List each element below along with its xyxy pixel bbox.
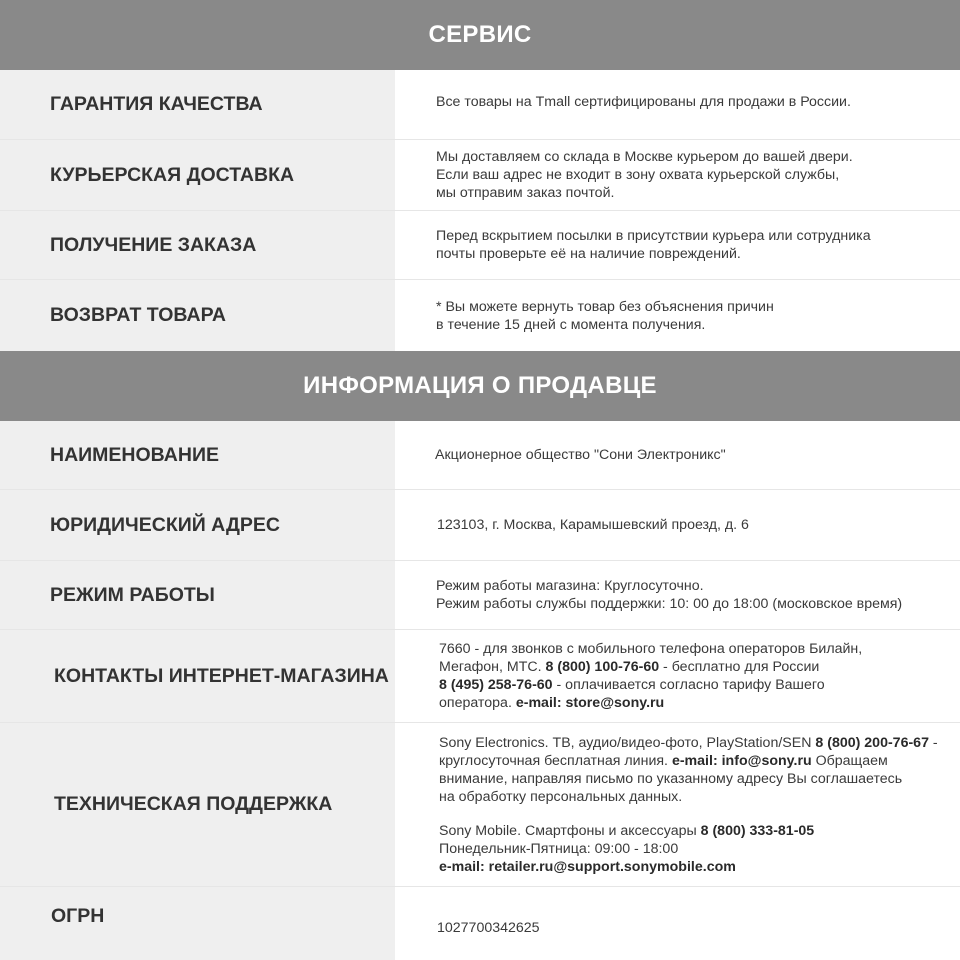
row-value: Sony Electronics. ТВ, аудио/видео-фото, PlayStation/SEN 8 (800) 200-76-67 - круглосуточная бесплатная линия. e-mail: info@sony.ru Обращаем внимание, направляя письмо по указанному адресу Вы соглашаетесь на обработку персональных данных. Sony Mobile. Смартфоны и аксессуары 8 (800) 333-81-05 Понедельник-Пятница: 09:00 - 18:00 e-mail: retailer.ru@support.sonymobile.com bbox=[395, 723, 960, 886]
row-label: КУРЬЕРСКАЯ ДОСТАВКА bbox=[0, 140, 395, 210]
row-label: ВОЗВРАТ ТОВАРА bbox=[0, 280, 395, 351]
table-row bbox=[0, 561, 960, 630]
support-email: e-mail: info@sony.ru bbox=[671, 752, 812, 769]
row-value: Мы доставляем со склада в Москве курьером до вашей двери. Если ваш адрес не входит в зону охвата курьерской службы, мы отправим заказ почтой. bbox=[395, 140, 960, 210]
service-header bbox=[0, 0, 960, 70]
seller-header bbox=[0, 351, 960, 421]
row-label: НАИМЕНОВАНИЕ bbox=[0, 421, 395, 489]
row-value: Все товары на Tmall сертифицированы для продажи в России. bbox=[395, 70, 960, 139]
row-label: ПОЛУЧЕНИЕ ЗАКАЗА bbox=[0, 211, 395, 279]
row-value: 7660 - для звонков с мобильного телефона операторов Билайн, Мегафон, МТС. 8 (800) 100-76-60 - бесплатно для России 8 (495) 258-76-60 - оплачивается согласно тарифу Вашего оператора. e-mail: store@sony.ru bbox=[395, 630, 960, 722]
row-value: * Вы можете вернуть товар без объяснения причин в течение 15 дней с момента получения. bbox=[395, 280, 960, 351]
row-value: Акционерное общество "Сони Электроникс" bbox=[395, 421, 960, 489]
table-row bbox=[0, 280, 960, 351]
support-mobile-email: e-mail: retailer.ru@support.sonymobile.com bbox=[439, 858, 736, 875]
table-row bbox=[0, 140, 960, 211]
row-label: ГАРАНТИЯ КАЧЕСТВА bbox=[0, 70, 395, 139]
table-row bbox=[0, 630, 960, 723]
row-value: Режим работы магазина: Круглосуточно. Режим работы службы поддержки: 10: 00 до 18:00 (московское время) bbox=[395, 561, 960, 629]
table-row bbox=[0, 887, 960, 960]
row-label: ЮРИДИЧЕСКИЙ АДРЕС bbox=[0, 490, 395, 560]
seller-title: ИНФОРМАЦИЯ О ПРОДАВЦЕ bbox=[303, 372, 657, 399]
table-row bbox=[0, 211, 960, 280]
row-label: ОГРН bbox=[0, 887, 395, 960]
row-label: ТЕХНИЧЕСКАЯ ПОДДЕРЖКА bbox=[0, 723, 395, 886]
table-row bbox=[0, 421, 960, 490]
service-table bbox=[0, 70, 960, 351]
table-row bbox=[0, 70, 960, 140]
seller-table bbox=[0, 421, 960, 960]
row-value: Перед вскрытием посылки в присутствии курьера или сотрудника почты проверьте её на наличие повреждений. bbox=[395, 211, 960, 279]
row-value: 1027700342625 bbox=[395, 887, 960, 960]
row-value: 123103, г. Москва, Карамышевский проезд, д. 6 bbox=[395, 490, 960, 560]
table-row bbox=[0, 490, 960, 561]
row-label: КОНТАКТЫ ИНТЕРНЕТ-МАГАЗИНА bbox=[0, 630, 395, 722]
row-label: РЕЖИМ РАБОТЫ bbox=[0, 561, 395, 629]
table-row bbox=[0, 723, 960, 887]
service-title: СЕРВИС bbox=[428, 21, 532, 48]
contacts-email: e-mail: store@sony.ru bbox=[515, 695, 665, 711]
